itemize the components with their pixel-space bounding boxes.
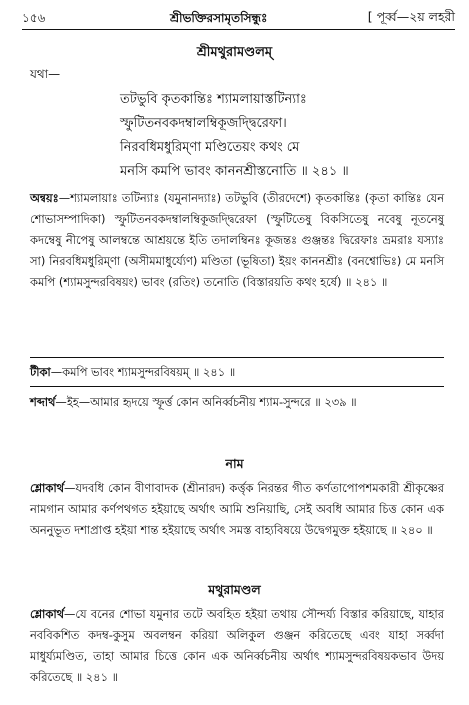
verse-line-2: স্ফুটিতনবকদম্বালম্বিকূজদ্দ্বিরেফা।: [120, 116, 287, 131]
page-number: ১৫৬: [22, 11, 46, 25]
shabdartha-text: —ইহ—আমার হৃদয়ে স্ফূর্ত্ত কোন অনির্ব্বচনীয় শ্যাম-সুন্দরে ॥ ২৩৯ ॥: [55, 395, 357, 409]
shabdartha-label: শব্দার্থ: [30, 395, 56, 409]
tika-text: —কমপি ভাবং শ্যামসুন্দরবিষয়ম্ ॥ ২৪১ ॥: [50, 365, 236, 379]
anvaya-text: —শ্যামলায়াঃ তটিন্যাঃ (যমুনানদ্যাঃ) তটভুবি (তীরদেশে) কৃতকান্তিঃ (কৃতা কান্তিঃ যেন শোভাসম্পাদিকা) স্ফুটিতনবকদম্বালম্বিকূজদ্দ্বিরেফা (স্ফুটিতেষু বিকসিতেষু নবেষু নূতনেষু কদম্বেষু নীপেষু আলম্বন্তে আশ্রয়ন্তে ইতি তদালম্বিনঃ কূজন্তঃ গুঞ্জন্তঃ দ্বিরেফাঃ ভ্রমরাঃ যস্যাঃ সা) নিরবধিমধুরিম্ণা (অসীমমাধুর্য্যেণ) মণ্ডিতা (ভূষিতা) ইয়ং কাননশ্রীঃ (বনশ্বোভিঃ) মে মনসি কমপি (শ্যামসুন্দরবিষয়ং) ভাবং (রতিং) তনোতি (বিস্তারয়তি কথং হর্ষে) ॥ ২৪১ ॥: [30, 191, 444, 289]
verse-line-4: মনসি কমপি ভাবং কাননশ্রীস্তনোতি ॥ ২৪১ ॥: [120, 164, 349, 179]
header-rule: [22, 29, 455, 30]
divider-rule: [30, 386, 444, 387]
nama-heading: নাম: [225, 456, 244, 471]
divider-rule: [30, 357, 444, 358]
book-title: শ্রীভক্তিরসামৃতসিন্ধুঃ: [170, 11, 268, 25]
nama-shlokartha-label: শ্লোকার্থ: [30, 481, 65, 495]
verse-subheading: শ্রীমথুরামণ্ডলম্: [196, 45, 273, 60]
nama-shlokartha-text: —যদবধি কোন বীণাবাদক (শ্রীনারদ) কর্ত্তৃক নিরন্তর গীত কর্ণতাপোপশমকারী শ্রীকৃষ্ণের নামগান আমার কর্ণপথগত হইয়াছে অর্থাৎ আমি শুনিয়াছি, সেই অবধি আমার চিত্ত কোন এক অননুভূত দশাপ্রাপ্ত হইয়া শান্ত হইয়াছে অর্থাৎ সমস্ত বাহ্যবিষয়ে উদ্বেগমুক্ত হইয়াছে ॥ ২৪০ ॥: [30, 481, 444, 537]
tika-label: টীকা: [30, 365, 51, 379]
anvaya-label: অন্বয়ঃ: [30, 191, 59, 205]
mathura-shlokartha-text: —যে বনের শোভা যমুনার তটে অবহিত হইয়া তথায় সৌন্দর্য্য বিস্তার করিয়াছে, যাহার নববিকশিত কদম্ব-কুসুম অবলম্বন করিয়া অলিকুল গুঞ্জন করিতেছে এবং যাহা সর্ব্বদা মাধুর্য্যমণ্ডিত, তাহা আমার চিত্তে কোন এক অনির্ব্বচনীয় অর্থাৎ শ্যামসুন্দরবিষয়কভাব উদয় করিতেছে ॥ ২৪১ ॥: [30, 607, 444, 684]
section-label: [ পূর্ব্ব—২য় লহরী: [367, 9, 455, 24]
mathura-shlokartha-paragraph: [30, 604, 444, 688]
page-header: [22, 8, 455, 28]
shabdartha-paragraph: [30, 392, 444, 413]
mathura-heading: মথুরামণ্ডল: [208, 582, 261, 597]
nama-shlokartha-paragraph: [30, 478, 444, 541]
anvaya-paragraph: [30, 188, 444, 293]
yatha-label: যথা—: [30, 67, 61, 81]
verse-line-1: তটভুবি কৃতকান্তিঃ শ্যামলায়াস্তটিন্যাঃ: [120, 92, 307, 107]
verse-line-3: নিরবধিমধুরিম্ণা মণ্ডিতেয়ং কথং মে: [120, 140, 300, 155]
mathura-shlokartha-label: শ্লোকার্থ: [30, 607, 65, 621]
tika-paragraph: [30, 362, 444, 383]
